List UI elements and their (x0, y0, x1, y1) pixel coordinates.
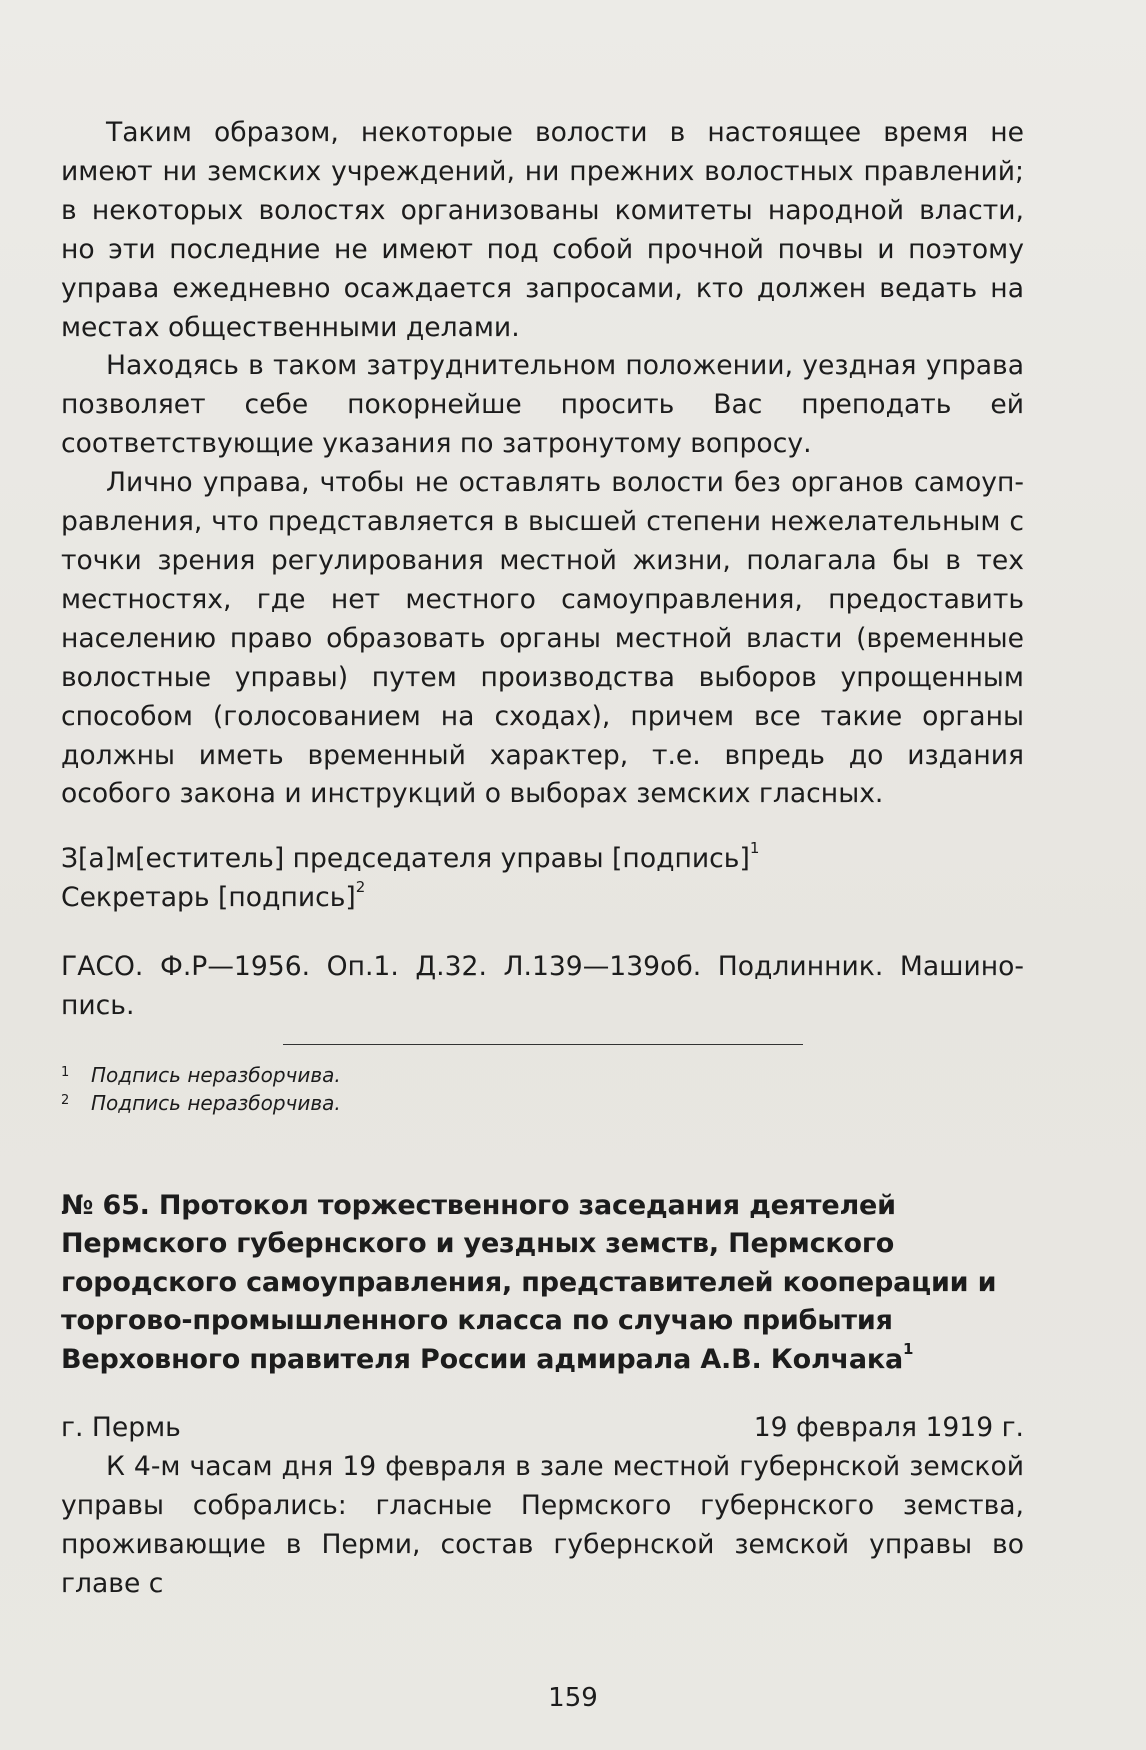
paragraph-1: Таким образом, некоторые волости в настоящее время не имеют ни земских учреждений, ни прежних волостных правлений; в некоторых волостях организованы комитеты народной власти, но эти последние не имеют под собой прочной почвы и поэтому управа ежедневно осаждается запросами, кто должен ведать на местах общественными делами. (61, 117, 1024, 343)
place-date-line (61, 1409, 1024, 1448)
footnote-item (61, 1089, 1024, 1117)
footnote-marker-2: 2 (355, 878, 366, 897)
paragraph-3: Лично управа, чтобы не оставлять волости без органов самоуправления, что представляется в высшей степени нежелательным с точки зрения регулирования местной жизни, полагала бы в тех местностях, где нет местного самоуправления, предоставить населению право образовать органы местной власти (временные волостные управы) путем производства выборов упрощенным способом (голосованием на сходах), причем все такие органы должны иметь временный характер, т.е. впредь до издания особого закона и инструкций о выборах земских гласных. (61, 467, 1024, 810)
footnote-number: 2 (61, 1092, 70, 1108)
footnote-number: 1 (61, 1064, 70, 1080)
page-content (61, 114, 1024, 1604)
signature-block (61, 840, 1024, 918)
document-heading (61, 1187, 1024, 1380)
document-place: г. Пермь (61, 1412, 181, 1444)
footnote-marker-1: 1 (749, 839, 760, 858)
signature-deputy-text: З[а]м[еститель] председателя управы [подпись] (61, 843, 750, 875)
page-number: 159 (548, 1683, 598, 1713)
document-title-text: № 65. Протокол торжественного заседания деятелей Пермского губернского и уездных земств, Пермского городского самоуправления, представителей кооперации и торгово-промышленного класса по случаю прибытия Верховного правителя России адмирала А.В. Колчака (61, 1189, 997, 1375)
paragraph-2: Находясь в таком затруднительном положении, уездная управа позволяет себе покорнейше просить Вас преподать ей соответствующие указания по затронутому вопросу. (61, 350, 1024, 460)
title-footnote-marker: 1 (903, 1339, 914, 1358)
footnote-item (61, 1061, 1024, 1089)
signature-secretary-text: Секретарь [подпись] (61, 882, 356, 914)
footnotes (61, 1061, 1024, 1117)
document-body-paragraph: К 4-м часам дня 19 февраля в зале местной губернской земской управы собрались: гласные Пермского губернского земства, проживающие в Перми, состав губернской земской управы во главе с (61, 1451, 1024, 1600)
archive-reference: ГАСО. Ф.Р—1956. Оп.1. Д.32. Л.139—139об. Подлинник. Машинопись. (61, 951, 1024, 1022)
footnote-divider (283, 1044, 803, 1045)
footnote-text: Подпись неразборчива. (91, 1062, 341, 1087)
signature-line-deputy (61, 840, 1024, 879)
footnote-text: Подпись неразборчива. (91, 1090, 341, 1115)
signature-line-secretary (61, 879, 1024, 918)
document-date: 19 февраля 1919 г. (753, 1412, 1024, 1444)
